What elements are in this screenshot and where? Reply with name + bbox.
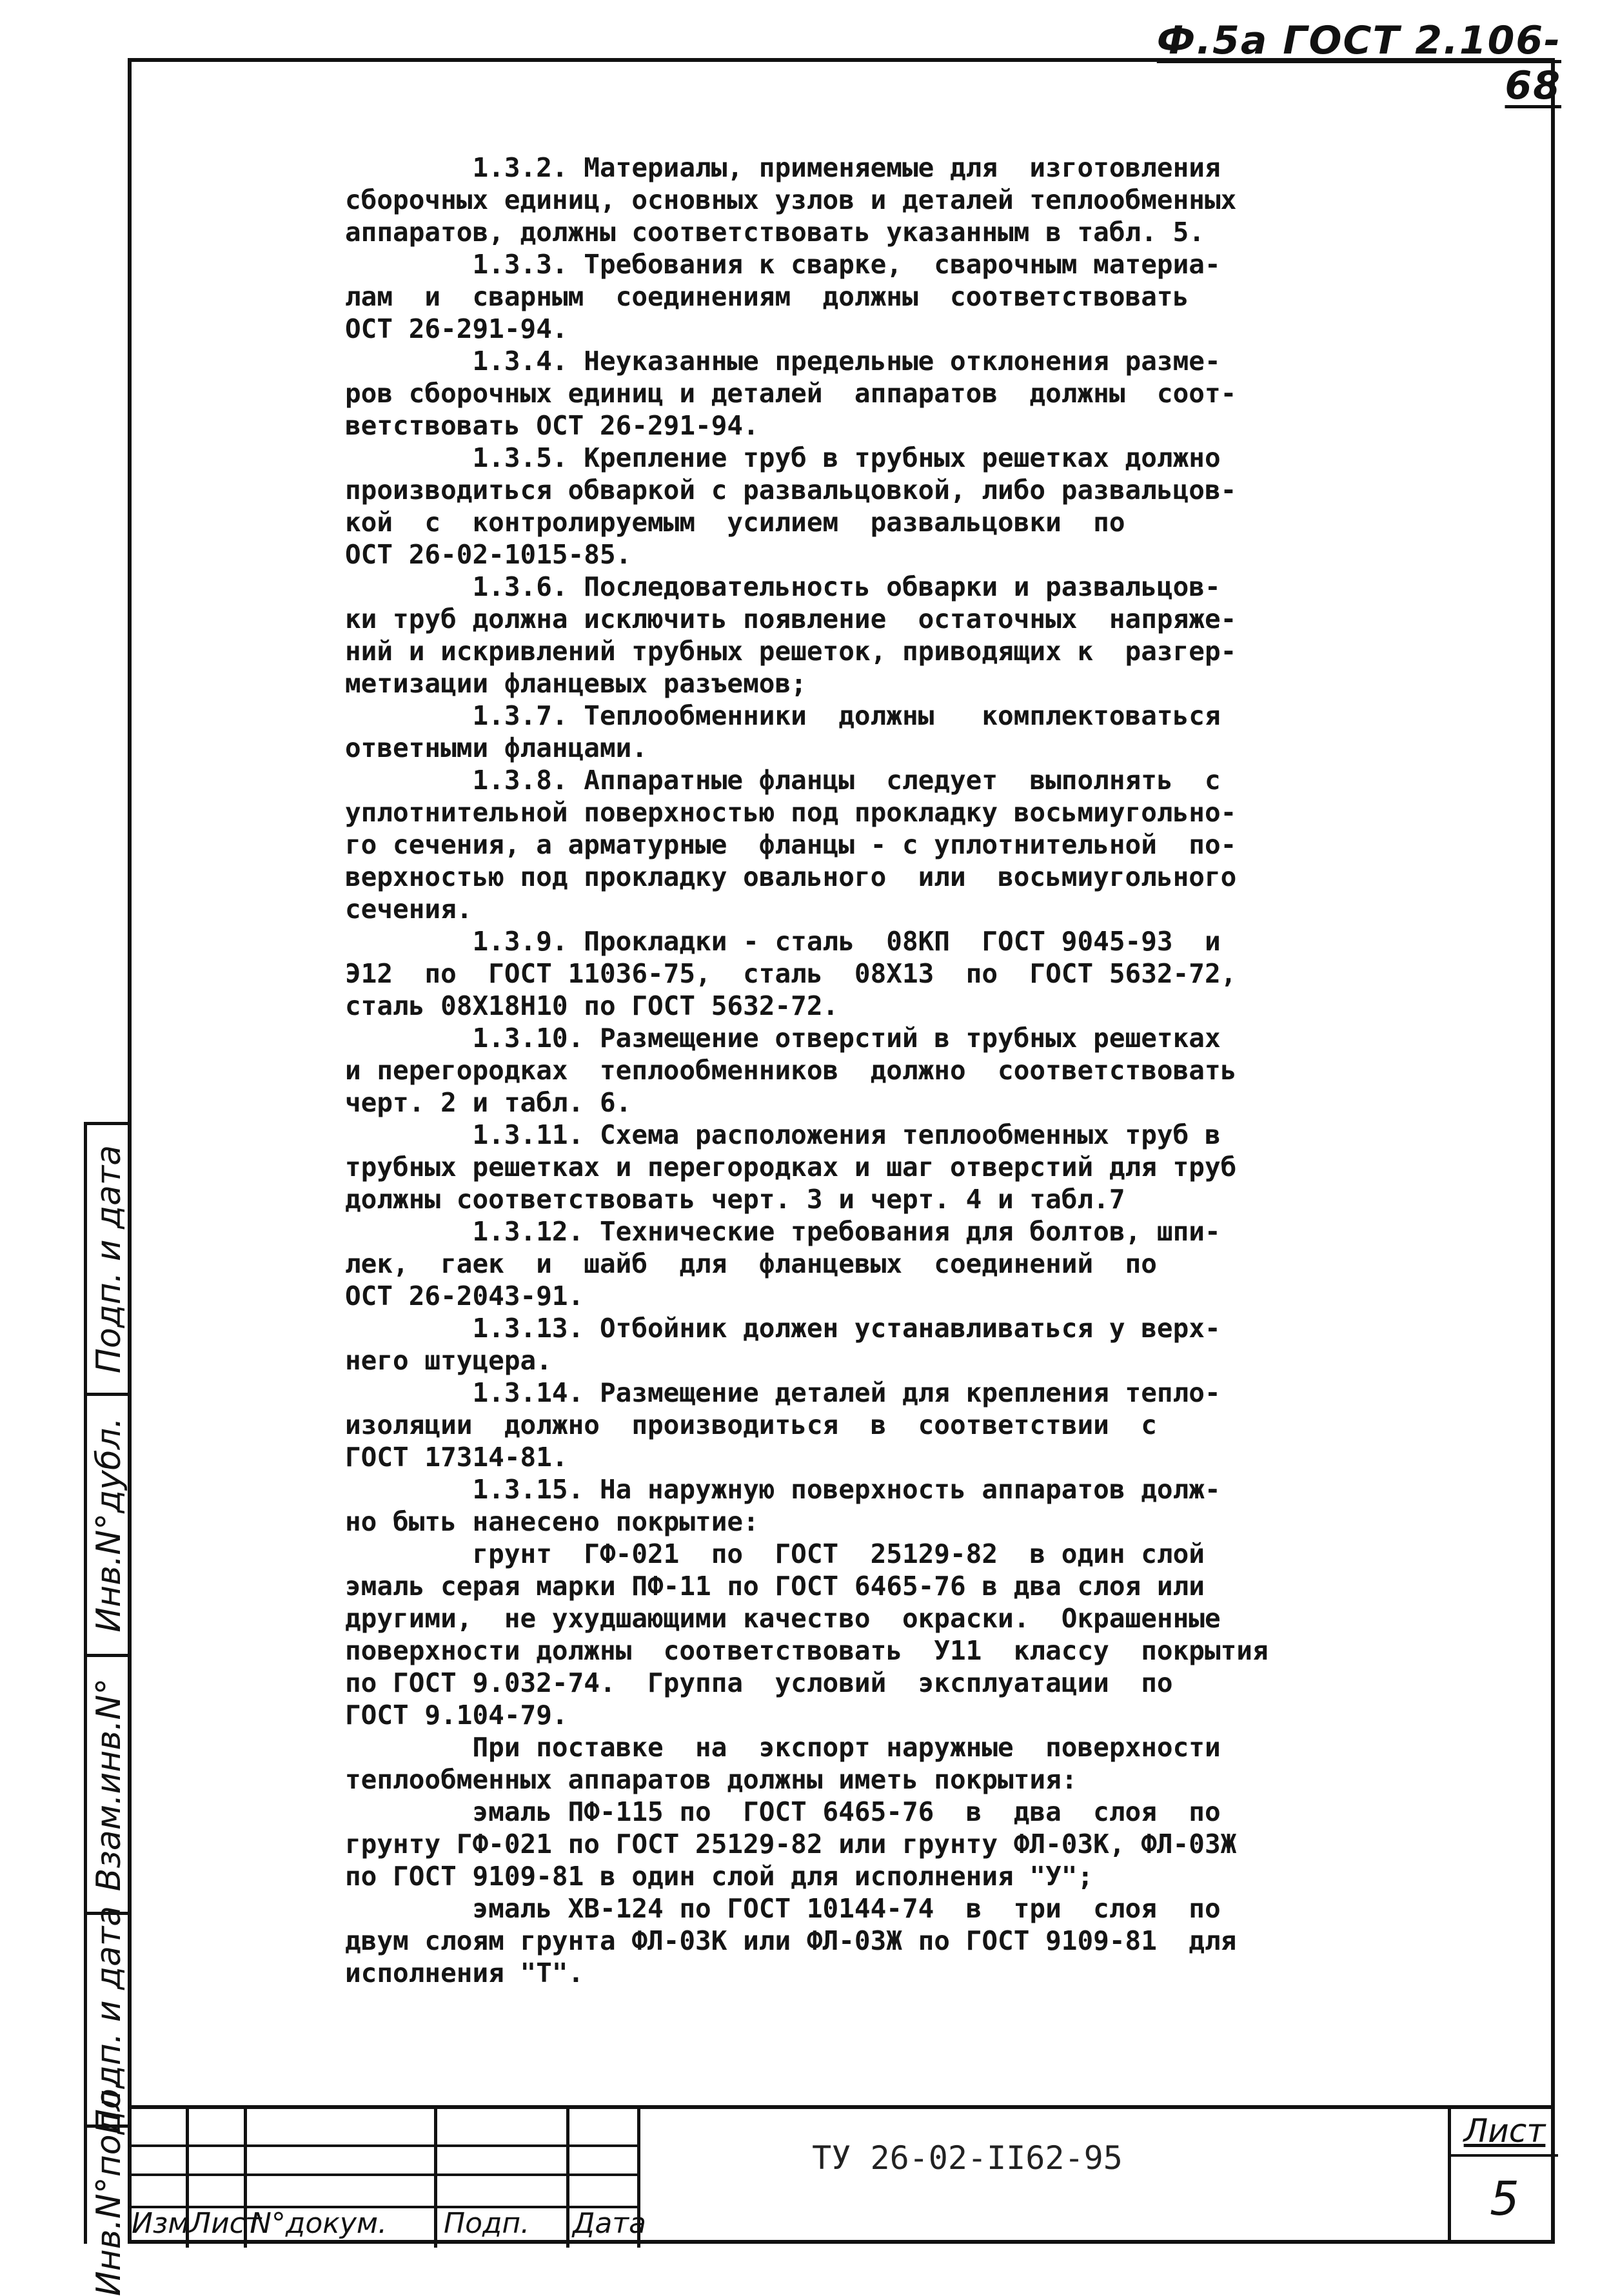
body-line: 1.3.15. На наружную поверхность аппаратов долж- (345, 1474, 1221, 1505)
body-line: 1.3.5. Крепление труб в трубных решетках должно (345, 442, 1221, 473)
body-line: 1.3.8. Аппаратные фланцы следует выполнять с (345, 765, 1221, 796)
body-line: ответными фланцами. (345, 732, 647, 763)
body-line: го сечения, а арматурные фланцы - с уплотнительной по- (345, 829, 1237, 860)
body-line: поверхности должны соответствовать У11 классу покрытия (345, 1635, 1269, 1666)
body-line: эмаль ХВ-124 по ГОСТ 10144-74 в три слоя по (345, 1893, 1221, 1924)
margin-cell-inv-dubl (87, 1396, 131, 1657)
body-line: ГОСТ 17314-81. (345, 1442, 568, 1473)
body-line: 1.3.13. Отбойник должен устанавливаться у верх- (345, 1313, 1221, 1344)
body-line: изоляции должно производиться в соответствии с (345, 1409, 1157, 1440)
sheet-number: 5 (1490, 2172, 1519, 2226)
body-line: аппаратов, должны соответствовать указанным в табл. 5. (345, 217, 1205, 248)
body-line: него штуцера. (345, 1345, 552, 1376)
margin-label-inv-dubl: Инв.N°дубл. (90, 1417, 128, 1633)
body-line: ний и искривлений трубных решеток, приводящих к разгер- (345, 636, 1237, 667)
body-line: 1.3.12. Технические требования для болтов, шпи- (345, 1216, 1221, 1247)
body-line: и перегородках теплообменников должно соответствовать (345, 1055, 1237, 1086)
body-line: 1.3.6. Последовательность обварки и развальцов- (345, 571, 1221, 602)
title-block-n-dokum: N°докум. (250, 2207, 388, 2240)
body-line: грунт ГФ-021 по ГОСТ 25129-82 в один слой (345, 1538, 1205, 1569)
margin-label-inv-podl: Инв.N°подл. (90, 2079, 128, 2296)
title-block-podp: Подп. (444, 2207, 530, 2240)
body-line: 1.3.9. Прокладки - сталь 08КП ГОСТ 9045-93 и (345, 926, 1221, 957)
body-line: другими, не ухудшающими качество окраски. Окрашенные (345, 1603, 1221, 1634)
body-line: ОСТ 26-02-1015-85. (345, 539, 632, 570)
margin-cell-inv-podl (87, 2079, 131, 2296)
body-line: 1.3.11. Схема расположения теплообменных труб в (345, 1119, 1221, 1150)
body-line: ветствовать ОСТ 26-291-94. (345, 410, 759, 441)
body-line: эмаль серая марки ПФ-11 по ГОСТ 6465-76 в два слоя или (345, 1571, 1205, 1602)
body-line: 1.3.2. Материалы, применяемые для изготовления (345, 152, 1221, 183)
body-line: лам и сварным соединениям должны соответствовать (345, 281, 1189, 312)
title-block-izm: Изм (132, 2207, 190, 2240)
margin-cell-podp-i-data (87, 1125, 131, 1396)
body-line: черт. 2 и табл. 6. (345, 1087, 632, 1118)
margin-strip (84, 1122, 128, 2296)
body-line: эмаль ПФ-115 по ГОСТ 6465-76 в два слоя по (345, 1796, 1221, 1827)
body-line: уплотнительной поверхностью под прокладку восьмиугольно- (345, 797, 1237, 828)
body-line: сечения. (345, 894, 473, 925)
body-line: двум слоям грунта ФЛ-03К или ФЛ-03Ж по ГОСТ 9109-81 для (345, 1925, 1237, 1956)
body-line: трубных решетках и перегородках и шаг отверстий для труб (345, 1152, 1237, 1182)
body-line: ГОСТ 9.104-79. (345, 1700, 568, 1731)
margin-label-podp-i-data-2: Подп. и дата (90, 1905, 128, 2134)
sheet-label: Лист (1451, 2105, 1558, 2157)
body-line: 1.3.10. Размещение отверстий в трубных решетках (345, 1023, 1221, 1054)
body-line: ОСТ 26-2043-91. (345, 1280, 584, 1311)
body-line: производиться обваркой с развальцовкой, либо развальцов- (345, 475, 1237, 505)
body-line: 1.3.14. Размещение деталей для крепления тепло- (345, 1377, 1221, 1408)
body-line: верхностью под прокладку овального или восьмиугольного (345, 861, 1237, 892)
body-line: должны соответствовать черт. 3 и черт. 4 и табл.7 (345, 1184, 1125, 1215)
title-block-list: Лист (190, 2207, 262, 2240)
body-line: 1.3.3. Требования к сварке, сварочным материа- (345, 249, 1221, 280)
body-line: Э12 по ГОСТ 11036-75, сталь 08Х13 по ГОСТ 5632-72, (345, 958, 1237, 989)
body-line: 1.3.4. Неуказанные предельные отклонения разме- (345, 346, 1221, 377)
body-line: сборочных единиц, основных узлов и деталей теплообменных (345, 184, 1237, 215)
document-code: ТУ 26-02-II62-95 (812, 2139, 1123, 2177)
margin-label-podp-i-data: Подп. и дата (90, 1144, 128, 1373)
title-block-data: Дата (573, 2207, 646, 2240)
body-line: кой с контролируемым усилием развальцовки по (345, 507, 1125, 538)
body-line: сталь 08Х18Н10 по ГОСТ 5632-72. (345, 990, 839, 1021)
body-line: но быть нанесено покрытие: (345, 1506, 759, 1537)
body-line: грунту ГФ-021 по ГОСТ 25129-82 или грунту ФЛ-03К, ФЛ-03Ж (345, 1829, 1237, 1859)
form-code: Ф.5а ГОСТ 2.106-68 (1156, 18, 1561, 108)
body-line: ОСТ 26-291-94. (345, 313, 568, 344)
body-line: 1.3.7. Теплообменники должны комплектоваться (345, 700, 1221, 731)
body-line: При поставке на экспорт наружные поверхности (345, 1732, 1221, 1763)
sheet-box (1448, 2105, 1555, 2244)
margin-label-vzam-inv: Взам.инв.N° (90, 1678, 128, 1891)
margin-cell-vzam-inv (87, 1657, 131, 1915)
body-line: теплообменных аппаратов должны иметь покрытия: (345, 1764, 1078, 1795)
body-line: по ГОСТ 9109-81 в один слой для исполнения "У"; (345, 1861, 1094, 1892)
body-line: ров сборочных единиц и деталей аппаратов должны соот- (345, 378, 1237, 409)
body-text (345, 152, 1480, 1989)
body-line: метизации фланцевых разъемов; (345, 668, 807, 699)
body-line: ки труб должна исключить появление остаточных напряже- (345, 603, 1237, 634)
body-line: лек, гаек и шайб для фланцевых соединений по (345, 1248, 1157, 1279)
body-line: исполнения "Т". (345, 1957, 584, 1988)
body-line: по ГОСТ 9.032-74. Группа условий эксплуатации по (345, 1667, 1173, 1698)
